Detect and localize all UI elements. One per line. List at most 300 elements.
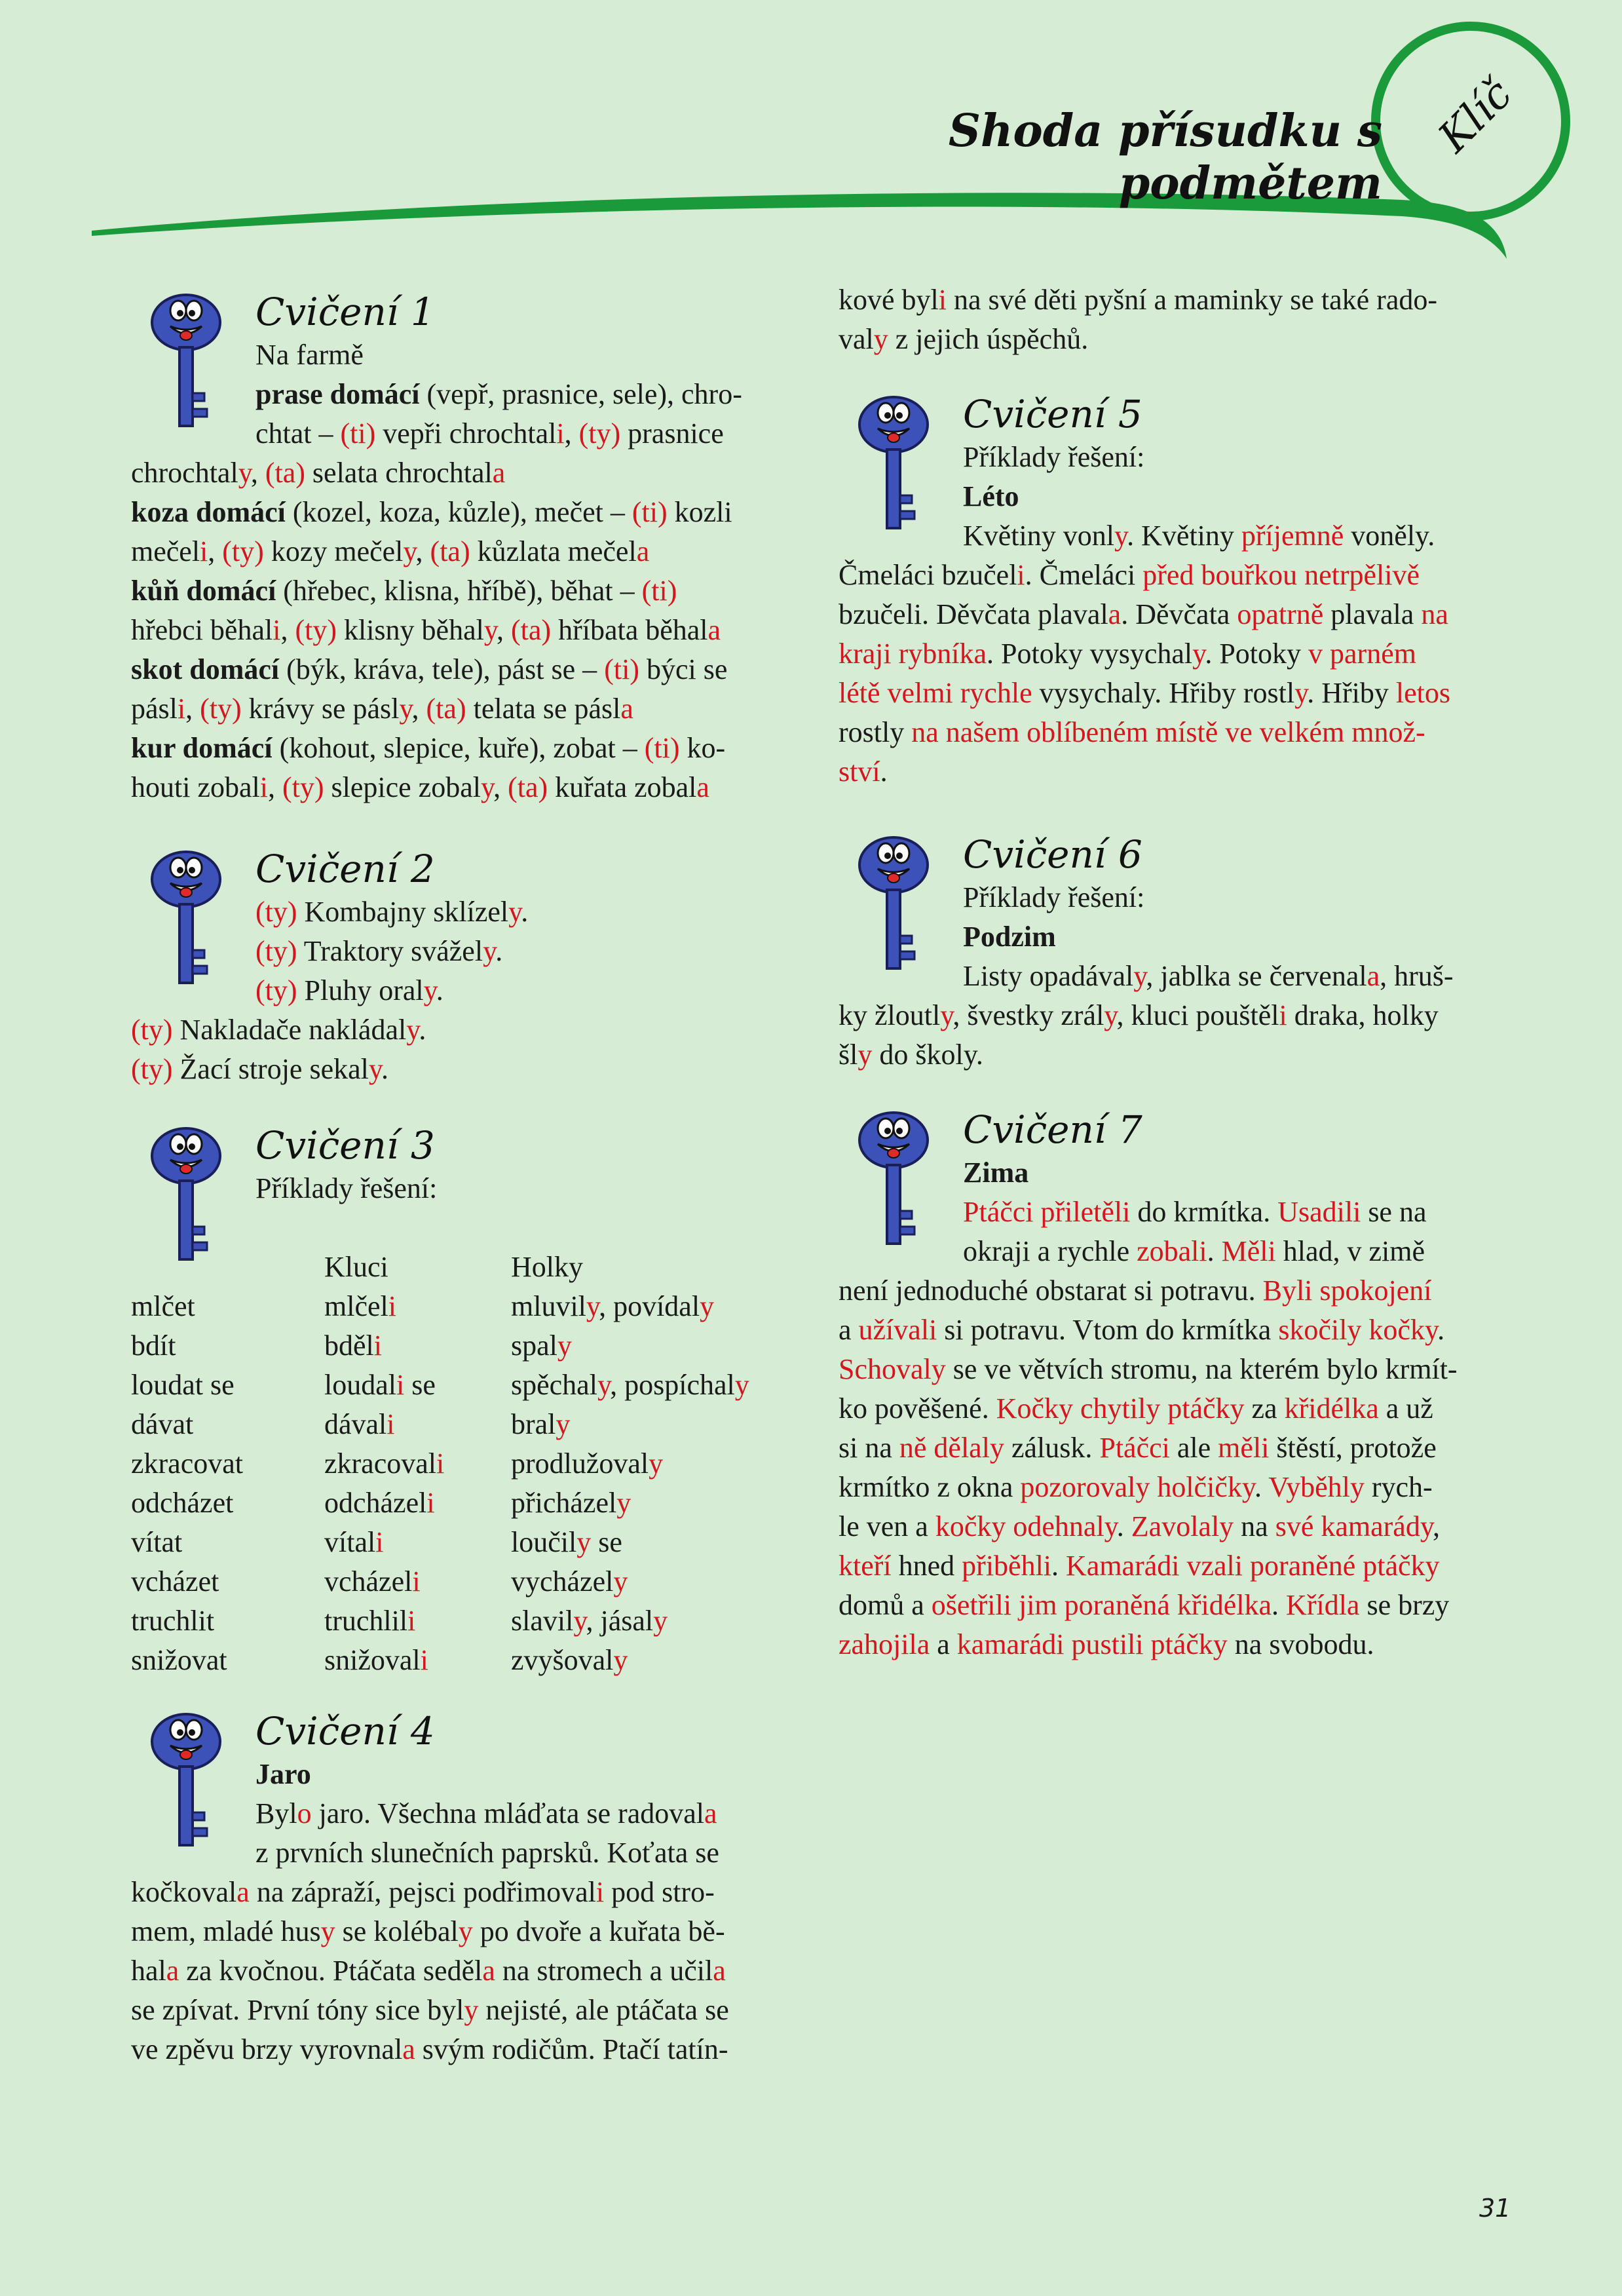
page-number: 31 (1479, 2194, 1511, 2223)
text-run: , (1432, 1510, 1440, 1542)
text-line (131, 414, 806, 453)
exercise-heading: Cvičení 1 (255, 290, 435, 334)
exercise-heading: Cvičení 3 (255, 1123, 435, 1168)
boys-cell (324, 1287, 511, 1326)
answer-text: ně dělaly (899, 1432, 1004, 1464)
text-run: kur domácí (131, 732, 273, 764)
answer-text: ošetřili jim poraněná křidélka (931, 1589, 1272, 1621)
exercise-2 (131, 845, 806, 1089)
verb-cell: truchlit (131, 1605, 215, 1637)
boys-cell (324, 1483, 511, 1523)
text-run: , jablka se červenal (1146, 960, 1367, 992)
answer-text: y (320, 1915, 335, 1947)
boys-cell (324, 1444, 511, 1483)
answer-text: a (482, 1955, 495, 1987)
answer-text: y (399, 693, 412, 725)
text-run: kůzlata mečel (470, 535, 637, 567)
text-run: . Květiny (1127, 520, 1241, 552)
exercise-7 (839, 1106, 1513, 1664)
answer-text: y (576, 1526, 592, 1558)
exercise-4 (131, 1708, 806, 2069)
text-line (131, 1010, 806, 1050)
text-run: na zápraží, pejsci podřimoval (249, 1876, 596, 1908)
answer-text: y (858, 1039, 873, 1071)
text-run: zálusk. (1004, 1432, 1100, 1464)
answer-text: své kamarády (1275, 1510, 1433, 1542)
girls-cell (511, 1326, 749, 1366)
text-run: , (493, 771, 508, 803)
text-run: šl (839, 1039, 858, 1071)
boys-cell (324, 1405, 511, 1444)
answer-text: y (423, 974, 436, 1006)
answer-text: y (616, 1487, 632, 1519)
key-mascot-icon (853, 831, 938, 978)
answer-text: y (586, 1290, 599, 1322)
text-run: dával (324, 1408, 387, 1440)
text-run: krávy se pásl (241, 693, 400, 725)
text-run: na stromech a učil (495, 1955, 713, 1987)
answer-text: (ti) (604, 653, 639, 685)
verb-cell: zkracovat (131, 1447, 243, 1480)
text-line (839, 1625, 1513, 1664)
exercise-heading: Cvičení 5 (963, 392, 1142, 436)
text-line (839, 1311, 1513, 1350)
exercise-1 (131, 288, 806, 807)
table-row (131, 1523, 749, 1562)
girls-cell (511, 1601, 749, 1641)
text-run: (hřebec, klisna, hříbě), běhat – (276, 575, 642, 607)
answer-text: y (653, 1605, 668, 1637)
text-run: . (880, 756, 888, 788)
exercise-body (839, 957, 1513, 1075)
text-run: , (280, 614, 295, 646)
text-run: se (404, 1369, 436, 1401)
text-line (839, 674, 1513, 713)
text-run: odcházel (324, 1487, 427, 1519)
text-run: le ven a (839, 1510, 935, 1542)
text-run: nejisté, ale ptáčata se (478, 1994, 729, 2026)
text-run: . (381, 1053, 389, 1085)
verb-cell: vcházet (131, 1565, 219, 1598)
text-run: a (839, 1314, 859, 1346)
answer-text: y (1104, 999, 1117, 1031)
answer-text: na (1421, 598, 1448, 630)
text-run: spal (511, 1330, 557, 1362)
text-run: ko pověšené. (839, 1392, 996, 1425)
table-row (131, 1287, 749, 1326)
verb-cell: dávat (131, 1408, 194, 1440)
text-run: hlad, v zimě (1275, 1235, 1425, 1267)
answer-text: i (388, 1290, 396, 1322)
answer-text: a (236, 1876, 250, 1908)
answer-text: a (492, 457, 506, 489)
text-line (131, 1951, 806, 1991)
text-run: , (185, 693, 200, 725)
text-run: (kohout, slepice, kuře), zobat – (272, 732, 645, 764)
text-line (839, 713, 1513, 752)
text-run: . (521, 896, 529, 928)
text-run: hned (891, 1550, 962, 1582)
text-line (131, 689, 806, 729)
text-run: . (1437, 1314, 1445, 1346)
verb-cell: mlčet (131, 1290, 195, 1322)
text-run: se na (1361, 1196, 1427, 1228)
answer-text: před bouřkou netrpělivě (1142, 559, 1420, 591)
exercise-body (839, 516, 1513, 792)
exercise-heading: Cvičení 6 (963, 832, 1142, 877)
answer-text: y (403, 535, 416, 567)
text-run: štěstí, protože (1269, 1432, 1437, 1464)
text-run: (býk, kráva, tele), pást se – (279, 653, 605, 685)
text-run: Nakladače nakládal (172, 1014, 407, 1046)
text-run: vítal (324, 1526, 376, 1558)
text-run: spěchal (511, 1369, 597, 1401)
answer-text: (ta) (265, 457, 305, 489)
text-line (839, 1468, 1513, 1507)
text-run: Traktory svážel (297, 935, 483, 967)
answer-text: Měli (1221, 1235, 1276, 1267)
key-mascot-icon (145, 288, 231, 436)
answer-text: Křídla (1286, 1589, 1360, 1621)
text-run: houti zobal (131, 771, 260, 803)
answer-text: kraji rybníka (839, 638, 987, 670)
text-line (131, 1873, 806, 1912)
text-run: a (930, 1628, 957, 1660)
girls-cell (511, 1562, 749, 1601)
text-run: slavil (511, 1605, 574, 1637)
text-line (839, 634, 1513, 674)
answer-text: letos (1395, 677, 1451, 709)
exercise-season: Podzim (963, 921, 1056, 953)
text-run: hříbata běhal (551, 614, 708, 646)
key-mascot-icon (145, 845, 231, 993)
text-line (131, 611, 806, 650)
text-line (131, 493, 806, 532)
text-run: kočkoval (131, 1876, 237, 1908)
exercise-subtitle: Jaro (255, 1758, 311, 1790)
exercise-3 (131, 1122, 806, 1680)
answer-text: pozorovaly holčičky (1020, 1471, 1254, 1503)
text-run: klisny běhal (336, 614, 484, 646)
key-badge: Klíč (1429, 69, 1522, 163)
text-run: krmítko z okna (839, 1471, 1021, 1503)
answer-text: y (480, 771, 494, 803)
text-run: z jejich úspěchů. (888, 323, 1089, 355)
text-line (839, 1035, 1513, 1075)
text-line (839, 280, 1513, 320)
text-run: zkracoval (324, 1447, 436, 1480)
text-run: . Čmeláci (1025, 559, 1143, 591)
text-run: se ve větvích stromu, na kterém bylo krmít- (945, 1353, 1458, 1385)
text-line (839, 957, 1513, 996)
text-run: pod stro- (604, 1876, 715, 1908)
text-run: Byl (255, 1797, 297, 1829)
answer-text: (ti) (644, 732, 680, 764)
text-line (839, 1507, 1513, 1546)
answer-text: i (177, 693, 186, 725)
text-run: snižoval (324, 1644, 421, 1676)
text-line (131, 532, 806, 571)
table-row (131, 1444, 749, 1483)
text-run: slepice zobal (324, 771, 481, 803)
answer-text: a (402, 2033, 415, 2065)
answer-text: (ty) (222, 535, 264, 567)
answer-text: (ty) (200, 693, 242, 725)
answer-text: zahojila (839, 1628, 930, 1660)
text-run: Květiny vonl (963, 520, 1114, 552)
text-run: se (591, 1526, 622, 1558)
text-run: val (839, 323, 874, 355)
text-run: vycházel (511, 1565, 614, 1598)
girls-cell (511, 1444, 749, 1483)
column-header-girls: Holky (511, 1251, 583, 1283)
answer-text: Zavolaly (1131, 1510, 1234, 1542)
answer-text: zobali (1137, 1235, 1207, 1267)
boys-cell (324, 1366, 511, 1405)
exercise-body (131, 892, 806, 1089)
girls-cell (511, 1405, 749, 1444)
answer-text: y (873, 323, 888, 355)
text-line (839, 752, 1513, 792)
text-run: draka, holky (1287, 999, 1439, 1031)
text-run: za kvočnou. Ptáčata seděl (179, 1955, 483, 1987)
text-run: ko- (679, 732, 726, 764)
answer-text: y (1114, 520, 1127, 552)
text-run: do krmítka. (1130, 1196, 1278, 1228)
answer-text: (ty) (578, 417, 621, 450)
text-line (131, 1794, 806, 1833)
text-run: telata se pásl (466, 693, 621, 725)
answer-text: i (1017, 559, 1025, 591)
text-line (131, 1912, 806, 1951)
answer-text: (ti) (641, 575, 677, 607)
answer-text: létě velmi rychle (839, 677, 1032, 709)
text-run: , hruš- (1380, 960, 1454, 992)
text-line (839, 1389, 1513, 1428)
answer-text: y (940, 999, 953, 1031)
column-header-boys: Kluci (324, 1251, 388, 1283)
table-row (131, 1562, 749, 1601)
text-run: loučil (511, 1526, 577, 1558)
answer-text: (ta) (511, 614, 552, 646)
text-run: bděl (324, 1330, 374, 1362)
answer-text: (ty) (131, 1014, 173, 1046)
text-line (839, 516, 1513, 556)
answer-text: Ptáčci (1099, 1432, 1170, 1464)
answer-text: i (426, 1487, 435, 1519)
answer-text: y (700, 1290, 715, 1322)
answer-text: (ty) (282, 771, 324, 803)
text-run: okraji a rychle (963, 1235, 1137, 1267)
text-run: hal (131, 1955, 166, 1987)
answer-text: i (273, 614, 281, 646)
answer-text: y (613, 1565, 628, 1598)
text-run: , (564, 417, 579, 450)
girls-cell (511, 1523, 749, 1562)
answer-text: (ta) (426, 693, 466, 725)
table-row (131, 1483, 749, 1523)
text-run: není jednoduché obstarat si potravu. (839, 1274, 1263, 1307)
exercise-5 (839, 391, 1513, 792)
answer-text: (ti) (340, 417, 376, 450)
text-run: býci se (639, 653, 728, 685)
text-run: vepři chrochtal (375, 417, 557, 450)
answer-text: Kočky chytily ptáčky (996, 1392, 1245, 1425)
answer-text: y (238, 457, 251, 489)
answer-text: (ta) (430, 535, 470, 567)
text-run: kozli (667, 496, 732, 528)
text-run: pásl (131, 693, 178, 725)
text-run: mlčel (324, 1290, 388, 1322)
text-run: . (1207, 1235, 1222, 1267)
verb-cell: vítat (131, 1526, 183, 1558)
verb-cell: loudat se (131, 1369, 235, 1401)
text-run: selata chrochtal (305, 457, 493, 489)
text-run: chtat – (255, 417, 341, 450)
answer-text: y (458, 1915, 473, 1947)
table-row (131, 1641, 749, 1680)
exercise-body (131, 1794, 806, 2069)
exercise-6 (839, 831, 1513, 1075)
text-run: na svobodu. (1227, 1628, 1374, 1660)
answer-text: i (373, 1330, 382, 1362)
answer-text: y (508, 896, 521, 928)
text-run: ve zpěvu brzy vyrovnal (131, 2033, 403, 2065)
text-run: truchlil (324, 1605, 408, 1637)
answer-text: a (696, 771, 709, 803)
answer-text: kteří (839, 1550, 892, 1582)
text-line (131, 892, 806, 932)
table-row (131, 1601, 749, 1641)
verb-cell: bdít (131, 1330, 176, 1362)
text-run: , kluci pouštěl (1116, 999, 1279, 1031)
text-run: mem, mladé hus (131, 1915, 321, 1947)
answer-text: a (704, 1797, 717, 1829)
text-line (131, 571, 806, 611)
text-line (131, 932, 806, 971)
girls-cell (511, 1641, 749, 1680)
text-run: voněly. (1344, 520, 1435, 552)
text-line (839, 320, 1513, 359)
text-line (839, 556, 1513, 595)
girls-cell (511, 1287, 749, 1326)
text-run: chrochtal (131, 457, 238, 489)
answer-text: y (649, 1447, 664, 1480)
answer-text: ství (839, 756, 880, 788)
answer-text: y (406, 1014, 419, 1046)
text-run: kozy mečel (263, 535, 404, 567)
text-run: , (208, 535, 223, 567)
text-line (131, 1050, 806, 1089)
answer-text: Usadili (1277, 1196, 1361, 1228)
text-run: bral (511, 1408, 556, 1440)
exercise-subtitle: Příklady řešení: (963, 881, 1145, 913)
answer-text: Ptáčci přiletěli (963, 1196, 1131, 1228)
answer-text: užívali (858, 1314, 937, 1346)
text-run: mečel (131, 535, 200, 567)
exercise-season: Zima (963, 1157, 1029, 1189)
text-run: . (495, 935, 503, 967)
text-run: koza domácí (131, 496, 286, 528)
answer-text: y (483, 935, 496, 967)
exercise-season: Léto (963, 480, 1019, 512)
text-run: se zpívat. První tóny sice byl (131, 1994, 464, 2026)
answer-text: Schovaly (839, 1353, 946, 1385)
answer-text: (ty) (255, 974, 297, 1006)
boys-cell (324, 1562, 511, 1601)
text-line (131, 650, 806, 689)
text-line (131, 729, 806, 768)
text-line (839, 996, 1513, 1035)
text-run: ky žloutl (839, 999, 941, 1031)
answer-text: y (1133, 960, 1146, 992)
answer-text: (ty) (255, 935, 297, 967)
answer-text: na našem oblíbeném místě ve velkém množ- (911, 716, 1425, 748)
text-line (839, 1232, 1513, 1271)
answer-text: a (713, 1955, 726, 1987)
text-run: Listy opadával (963, 960, 1134, 992)
answer-text: y (613, 1644, 628, 1676)
text-run: . Potoky vysychal (987, 638, 1193, 670)
exercise-subtitle: Na farmě (255, 339, 364, 371)
key-mascot-icon (145, 1708, 231, 1855)
answer-text: a (620, 693, 633, 725)
text-line (131, 375, 806, 414)
answer-text: (ty) (131, 1053, 173, 1085)
text-run: za (1244, 1392, 1285, 1425)
answer-text: i (396, 1369, 405, 1401)
boys-cell (324, 1601, 511, 1641)
answer-text: křidélka (1284, 1392, 1379, 1425)
text-line (839, 1546, 1513, 1586)
answer-text: příjemně (1241, 520, 1344, 552)
text-run: Čmeláci bzučel (839, 559, 1017, 591)
answer-text: i (200, 535, 208, 567)
answer-text: i (259, 771, 268, 803)
exercise-body (131, 375, 806, 807)
answer-text: i (407, 1605, 416, 1637)
text-line (131, 453, 806, 493)
text-run: (kozel, koza, kůzle), mečet – (285, 496, 632, 528)
answer-text: i (1279, 999, 1287, 1031)
answer-text: (ty) (255, 896, 297, 928)
text-run: Pluhy oral (297, 974, 424, 1006)
text-run: na své děti pyšní a maminky se také rado- (947, 284, 1438, 316)
text-run: . (436, 974, 443, 1006)
answer-text: y (556, 1408, 571, 1440)
girls-cell (511, 1483, 749, 1523)
text-run: z prvních slunečních paprsků. Koťata se (255, 1837, 719, 1869)
text-run: kůň domácí (131, 575, 276, 607)
text-run: Kombajny sklízel (297, 896, 509, 928)
answer-text: y (464, 1994, 479, 2026)
text-line (839, 1428, 1513, 1468)
answer-text: y (597, 1369, 611, 1401)
answer-text: i (595, 1876, 605, 1908)
exercise-subtitle: Příklady řešení: (255, 1172, 438, 1204)
text-run: . (1254, 1471, 1269, 1503)
text-run: bzučeli. Děvčata plaval (839, 598, 1108, 630)
table-row (131, 1366, 749, 1405)
text-run: , (415, 535, 430, 567)
text-line (131, 2030, 806, 2069)
key-mascot-icon (853, 391, 938, 538)
answer-text: i (436, 1447, 445, 1480)
text-run: se kolébal (335, 1915, 459, 1947)
answer-text: y (573, 1605, 586, 1637)
answer-text: kamarádi pustili ptáčky (956, 1628, 1228, 1660)
text-run: . Hřiby (1307, 677, 1396, 709)
